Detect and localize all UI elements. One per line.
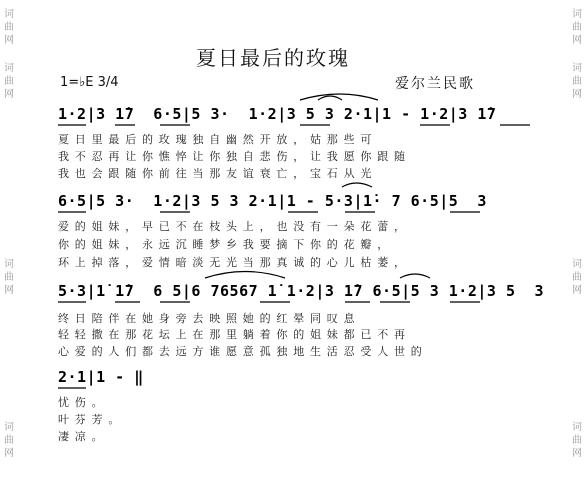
lyric-line: 叶芬芳。 xyxy=(58,413,126,426)
watermark-char: 词 xyxy=(572,9,582,20)
notation-line: 6·5|5 3· 1·2|3 5 3 2·1|1 - 5·3|1̇· 7 6·5|5 3 xyxy=(58,192,487,210)
lyric-line: 我不忍再让你憔悴让你独自悲伤，让我愿你跟随 xyxy=(58,150,411,163)
watermark-char: 词 xyxy=(572,422,582,433)
slur xyxy=(318,96,342,100)
lyric-line: 忧伤。 xyxy=(58,396,109,409)
lyric-line: 夏日里最后的玫瑰独自幽然开放，姑那些可 xyxy=(58,133,378,146)
watermark-char: 网 xyxy=(572,35,582,46)
lyric-line: 凄凉。 xyxy=(58,430,109,443)
watermark-char: 曲 xyxy=(572,76,582,87)
watermark-char: 曲 xyxy=(4,435,14,446)
lyric-line: 你的姐妹，永远沉睡梦乡我要摘下你的花瓣， xyxy=(58,238,394,251)
watermark-char: 词 xyxy=(4,9,14,20)
slur xyxy=(342,183,372,187)
watermark-char: 曲 xyxy=(4,22,14,33)
watermark-char: 网 xyxy=(572,448,582,459)
song-title: 夏日最后的玫瑰 xyxy=(196,46,350,70)
lyric-line: 环上掉落，爱情暗淡无光当那真诚的心儿枯萎， xyxy=(58,256,411,269)
lyric-line: 我也会跟随你前往当那友谊衰亡，宝石从光 xyxy=(58,167,378,180)
notation-line: 5·3|1̇ 1̇7 6 5|6 76567 1̇ 1·2|3 1̇7 6·5|5 3 1·2|3 5 3 xyxy=(58,282,545,300)
watermark-char: 词 xyxy=(4,422,14,433)
watermark-char: 网 xyxy=(4,89,14,100)
watermark-char: 网 xyxy=(4,448,14,459)
watermark-char: 曲 xyxy=(4,272,14,283)
notation-line: 1·2|3 1̇7 6·5|5 3· 1·2|3 5 3 2·1|1 - 1·2|3 1̇7 xyxy=(58,105,497,123)
watermark-char: 网 xyxy=(4,35,14,46)
watermark-char: 网 xyxy=(572,285,582,296)
watermark-char: 曲 xyxy=(572,272,582,283)
slur xyxy=(205,272,285,279)
slur xyxy=(300,94,378,100)
watermark-char: 词 xyxy=(4,63,14,74)
lyric-line: 终日陪伴在她身旁去映照她的红晕同叹息 xyxy=(58,312,361,325)
notation-line: 2·1|1 - ‖ xyxy=(58,368,144,386)
slur xyxy=(400,274,430,278)
watermark-char: 曲 xyxy=(572,22,582,33)
watermark-char: 词 xyxy=(572,63,582,74)
lyric-line: 爱的姐妹，早已不在枝头上，也没有一朵花蕾， xyxy=(58,220,411,233)
watermark-char: 曲 xyxy=(572,435,582,446)
attribution: 爱尔兰民歌 xyxy=(395,76,475,92)
lyric-line: 轻轻撒在那花坛上在那里躺着你的姐妹都已不再 xyxy=(58,328,411,341)
watermark-char: 词 xyxy=(572,259,582,270)
watermark-char: 词 xyxy=(4,259,14,270)
watermark-char: 网 xyxy=(4,285,14,296)
key-signature: 1=♭E 3/4 xyxy=(60,75,119,90)
watermark-char: 网 xyxy=(572,89,582,100)
watermark-char: 曲 xyxy=(4,76,14,87)
lyric-line: 心爱的人们都去远方谁愿意孤独地生活忍受人世的 xyxy=(58,345,428,358)
